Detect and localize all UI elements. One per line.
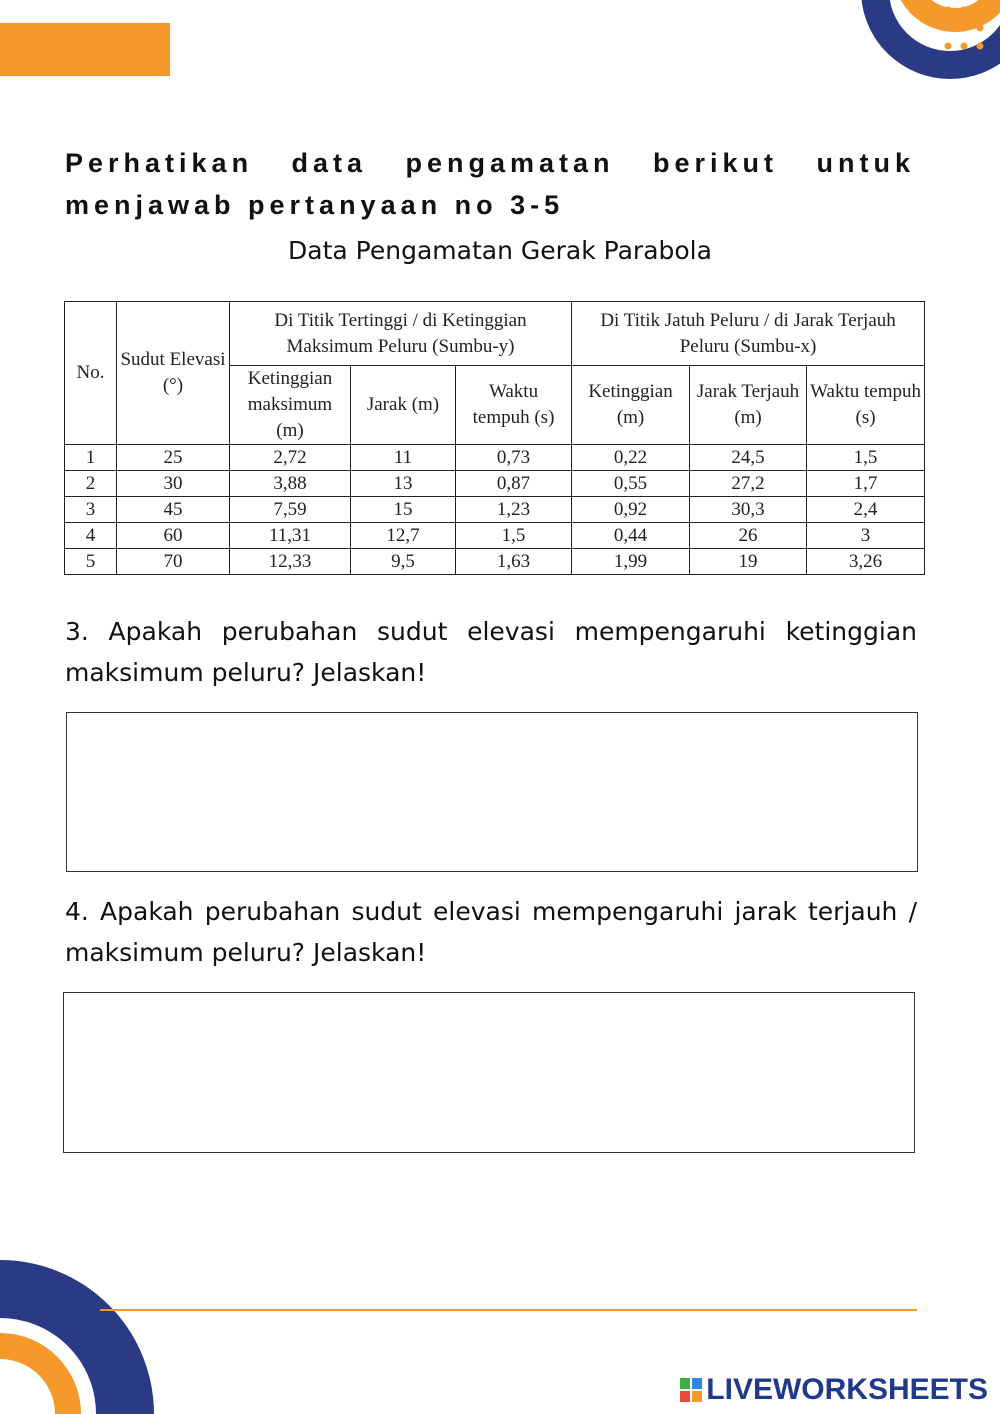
header-group-highest-point: Di Titik Tertinggi / di Ketinggian Maksimum Peluru (Sumbu-y) xyxy=(230,302,572,366)
cell: 25 xyxy=(117,445,230,471)
cell: 3,26 xyxy=(807,549,925,575)
brand-name: LIVEWORKSHEETS xyxy=(706,1373,988,1406)
cell: 5 xyxy=(65,549,117,575)
cell: 9,5 xyxy=(351,549,456,575)
header-time-2: Waktu tempuh (s) xyxy=(807,366,925,445)
cell: 0,73 xyxy=(456,445,572,471)
cell: 1,5 xyxy=(456,523,572,549)
cell: 45 xyxy=(117,497,230,523)
question-4: 4. Apakah perubahan sudut elevasi mempengaruhi jarak terjauh / maksimum peluru? Jelaskan! xyxy=(65,897,917,967)
header-distance: Jarak (m) xyxy=(351,366,456,445)
footer-divider xyxy=(100,1309,917,1311)
answer-box-q3[interactable] xyxy=(66,712,918,872)
cell: 70 xyxy=(117,549,230,575)
cell: 12,33 xyxy=(230,549,351,575)
brand-logo xyxy=(680,1373,988,1407)
table-row xyxy=(65,471,925,497)
observation-table xyxy=(64,301,925,575)
table-row xyxy=(65,523,925,549)
header-elevation-angle: Sudut Elevasi (°) xyxy=(117,302,230,445)
cell: 1,5 xyxy=(807,445,925,471)
corner-decoration-top-right xyxy=(800,0,1000,140)
cell: 11 xyxy=(351,445,456,471)
header-farthest-distance: Jarak Terjauh (m) xyxy=(690,366,807,445)
header-group-landing-point: Di Titik Jatuh Peluru / di Jarak Terjauh Peluru (Sumbu-x) xyxy=(572,302,925,366)
cell: 30 xyxy=(117,471,230,497)
cell: 19 xyxy=(690,549,807,575)
instruction-heading: Perhatikan data pengamatan berikut untuk menjawab pertanyaan no 3-5 xyxy=(65,148,915,220)
cell: 1,7 xyxy=(807,471,925,497)
table-row xyxy=(65,445,925,471)
cell: 27,2 xyxy=(690,471,807,497)
liveworksheets-logo-icon xyxy=(680,1378,702,1402)
cell: 1,23 xyxy=(456,497,572,523)
cell: 3 xyxy=(807,523,925,549)
cell: 0,92 xyxy=(572,497,690,523)
cell: 26 xyxy=(690,523,807,549)
cell: 13 xyxy=(351,471,456,497)
cell: 3,88 xyxy=(230,471,351,497)
header-max-height: Ketinggian maksimum (m) xyxy=(230,366,351,445)
cell: 1,99 xyxy=(572,549,690,575)
cell: 0,22 xyxy=(572,445,690,471)
cell: 30,3 xyxy=(690,497,807,523)
cell: 4 xyxy=(65,523,117,549)
header-time-1: Waktu tempuh (s) xyxy=(456,366,572,445)
cell: 24,5 xyxy=(690,445,807,471)
cell: 12,7 xyxy=(351,523,456,549)
table-row xyxy=(65,549,925,575)
cell: 0,87 xyxy=(456,471,572,497)
corner-decoration-bottom-left xyxy=(0,1254,160,1414)
cell: 1 xyxy=(65,445,117,471)
cell: 2 xyxy=(65,471,117,497)
orange-accent-bar xyxy=(0,23,170,76)
header-height: Ketinggian (m) xyxy=(572,366,690,445)
answer-box-q4[interactable] xyxy=(63,992,915,1153)
table-title: Data Pengamatan Gerak Parabola xyxy=(288,236,712,265)
header-no: No. xyxy=(65,302,117,445)
cell: 2,72 xyxy=(230,445,351,471)
question-3: 3. Apakah perubahan sudut elevasi mempengaruhi ketinggian maksimum peluru? Jelaskan! xyxy=(65,617,917,687)
cell: 0,55 xyxy=(572,471,690,497)
cell: 7,59 xyxy=(230,497,351,523)
cell: 0,44 xyxy=(572,523,690,549)
cell: 2,4 xyxy=(807,497,925,523)
cell: 3 xyxy=(65,497,117,523)
cell: 1,63 xyxy=(456,549,572,575)
cell: 15 xyxy=(351,497,456,523)
cell: 60 xyxy=(117,523,230,549)
table-row xyxy=(65,497,925,523)
cell: 11,31 xyxy=(230,523,351,549)
